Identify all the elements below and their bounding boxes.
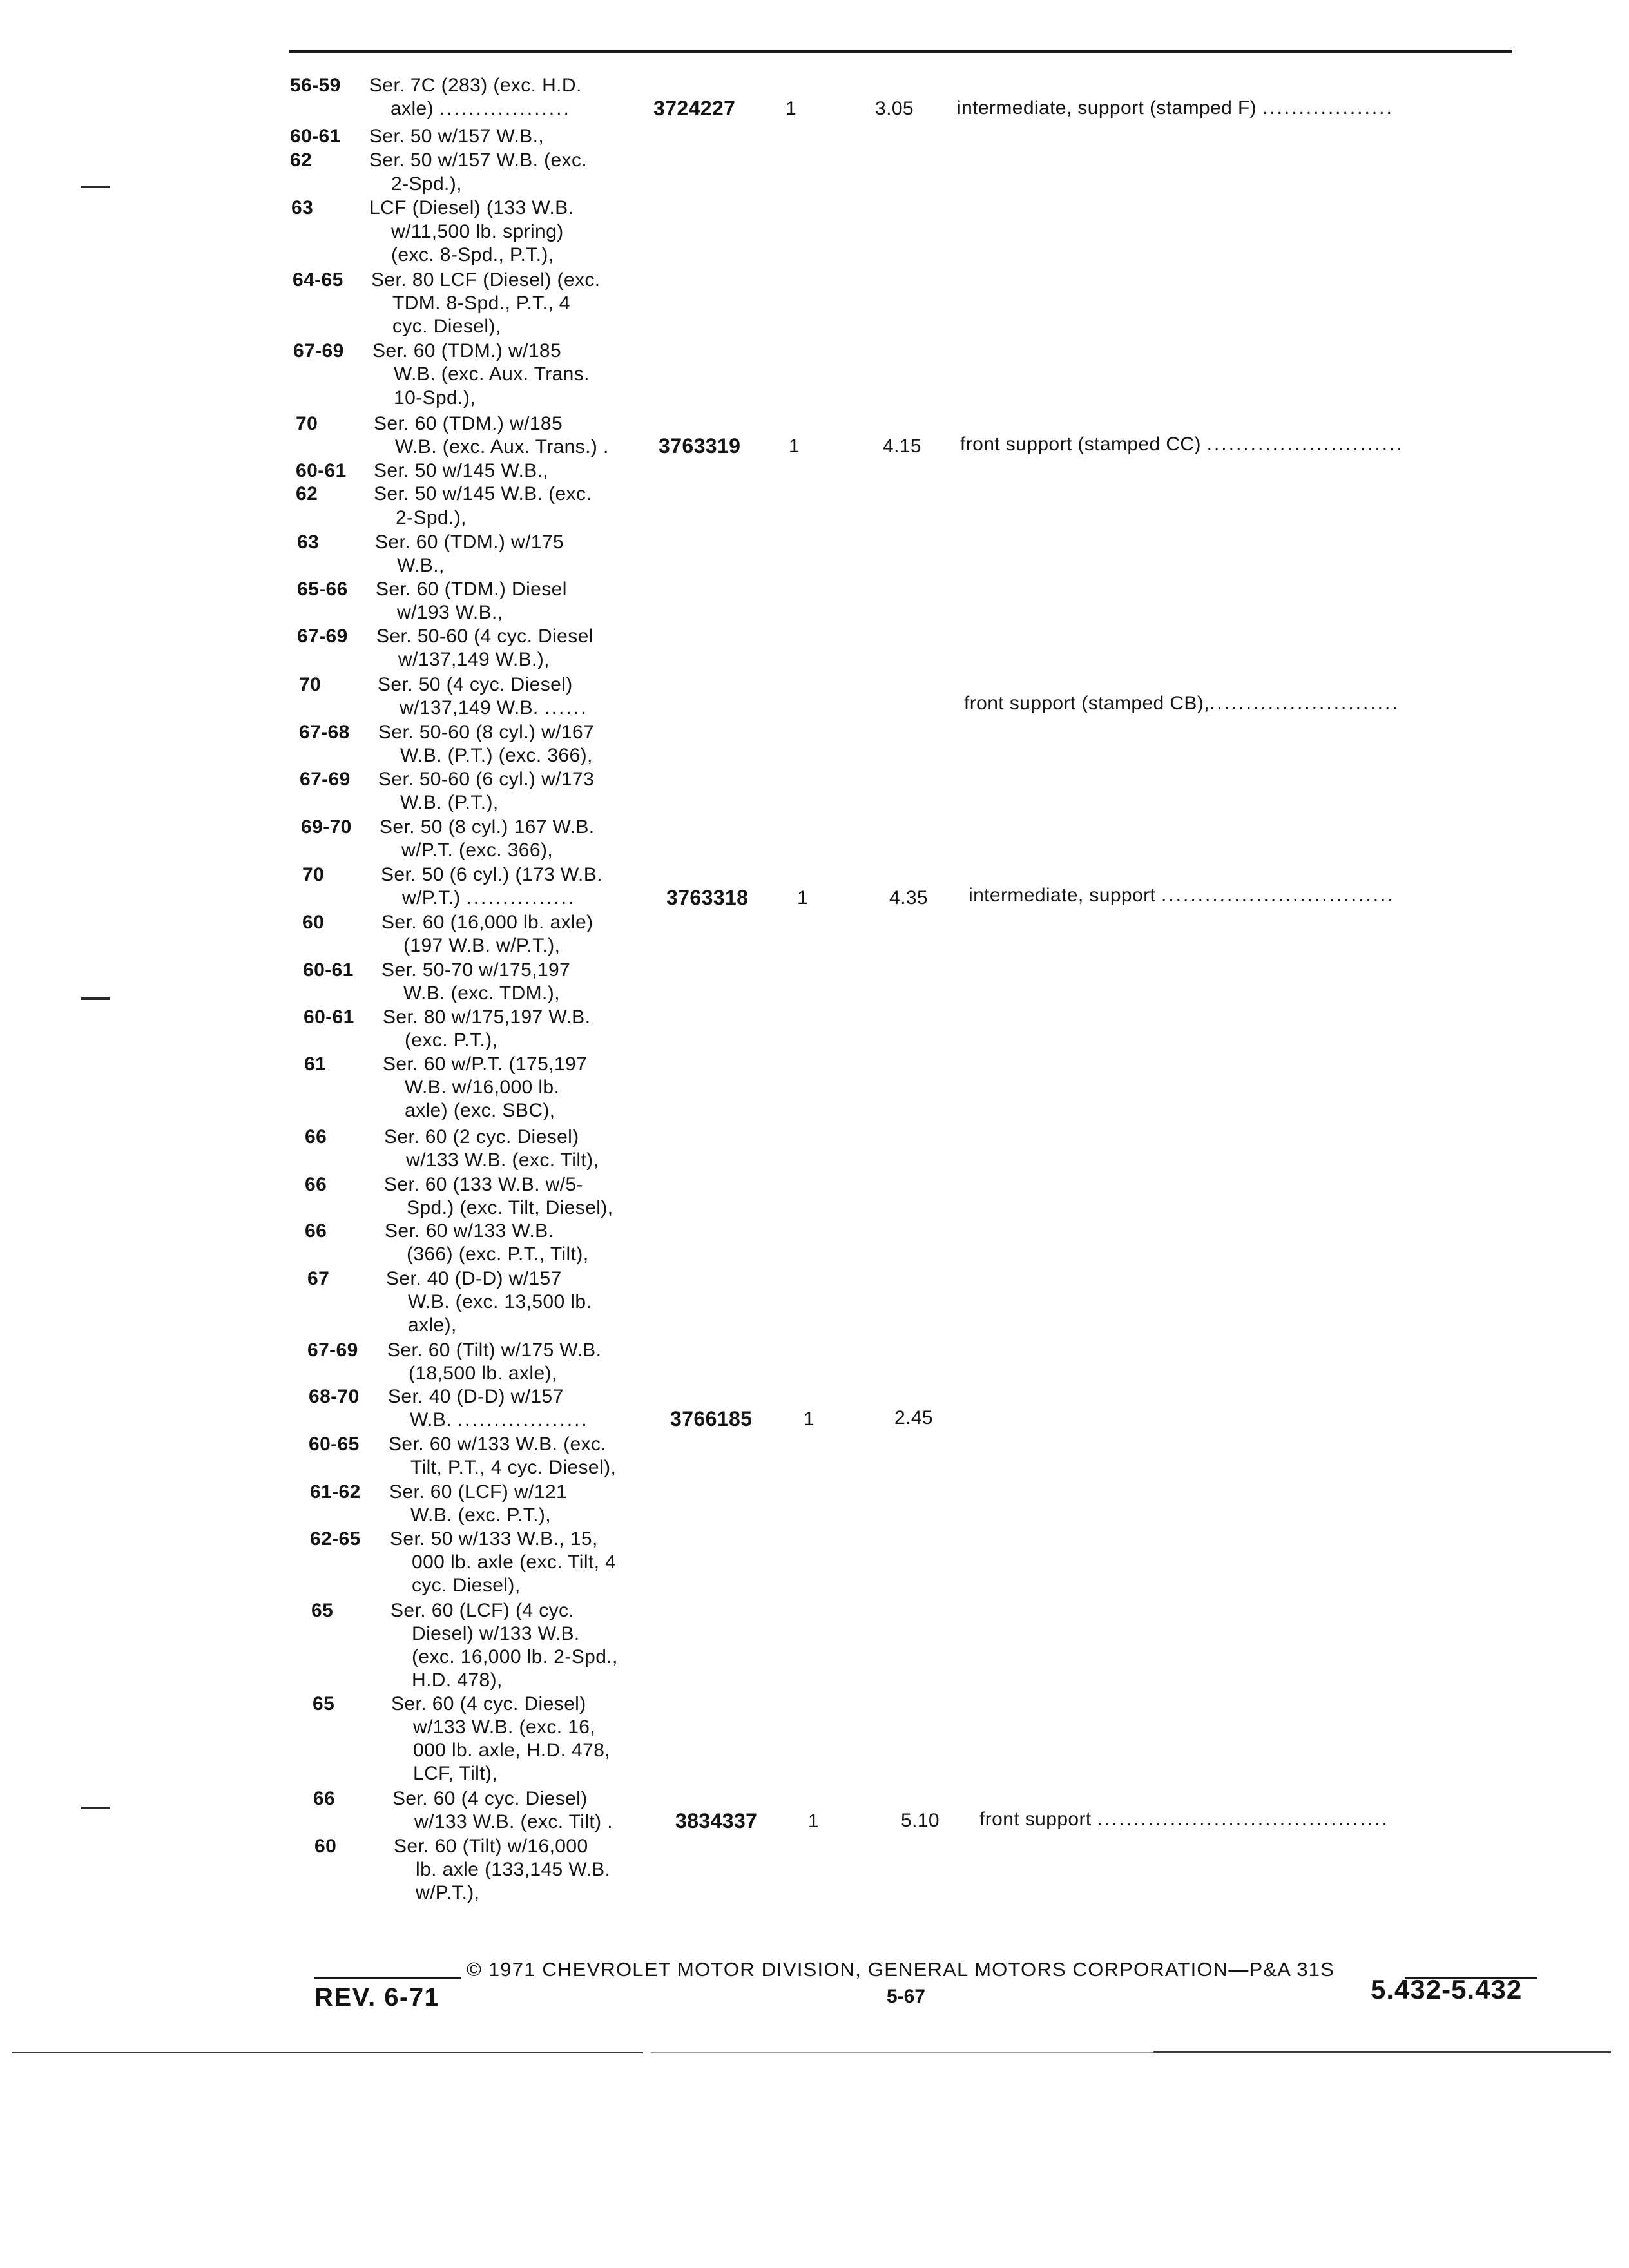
application-line: W.B. (exc. P.T.), xyxy=(410,1504,551,1526)
application-line: Ser. 50 w/157 W.B., xyxy=(369,126,545,147)
year-range: 66 xyxy=(305,1126,327,1148)
quantity: 1 xyxy=(797,887,809,908)
price: 5.10 xyxy=(901,1810,940,1831)
application-line: Ser. 60 (Tilt) w/175 W.B. xyxy=(387,1340,602,1361)
year-range: 67-69 xyxy=(300,769,351,790)
application-line: Ser. 50-70 w/175,197 xyxy=(381,959,571,981)
application-line: (366) (exc. P.T., Tilt), xyxy=(407,1244,589,1265)
year-range: 67-69 xyxy=(307,1340,358,1361)
application-line: axle) .................. xyxy=(390,98,571,119)
leader-dots: ................................ xyxy=(1161,885,1395,906)
application-line: H.D. 478), xyxy=(412,1669,503,1691)
application-line: W.B. (exc. 13,500 lb. xyxy=(408,1291,592,1312)
application-line: w/137,149 W.B. ...... xyxy=(400,697,588,718)
year-range: 62-65 xyxy=(310,1528,361,1550)
part-description: intermediate, support ................................ xyxy=(969,885,1395,906)
leader-dots: .................. xyxy=(439,98,571,119)
application-line: lb. axle (133,145 W.B. xyxy=(416,1859,611,1880)
year-range: 60-61 xyxy=(304,1006,354,1028)
part-description: intermediate, support (stamped F) .................. xyxy=(957,97,1394,119)
application-line: Ser. 80 w/175,197 W.B. xyxy=(383,1006,591,1028)
application-line: Ser. 60 (4 cyc. Diesel) xyxy=(391,1693,586,1715)
year-range: 62 xyxy=(290,149,313,171)
leader-dots: .................. xyxy=(457,1409,589,1430)
application-line: Ser. 50 w/133 W.B., 15, xyxy=(390,1528,598,1550)
year-range: 61 xyxy=(304,1053,327,1075)
year-range: 70 xyxy=(299,674,322,695)
application-line: 10-Spd.), xyxy=(394,387,476,408)
application-line: Ser. 60 (16,000 lb. axle) xyxy=(381,912,593,933)
application-line: LCF (Diesel) (133 W.B. xyxy=(369,197,574,218)
application-line: Ser. 40 (D-D) w/157 xyxy=(388,1386,564,1407)
leader-dots: ........................................ xyxy=(1097,1809,1389,1830)
year-range: 60-65 xyxy=(309,1434,360,1455)
part-description: front support (stamped CC) ........................... xyxy=(960,434,1404,455)
application-line: w/P.T.) ............... xyxy=(402,887,576,908)
year-range: 67-68 xyxy=(299,722,350,743)
application-line: Ser. 60 (TDM.) w/175 xyxy=(375,532,564,553)
price: 2.45 xyxy=(894,1407,933,1428)
year-range: 68-70 xyxy=(309,1386,360,1407)
part-number: 3763318 xyxy=(666,886,749,909)
application-line: Ser. 7C (283) (exc. H.D. xyxy=(369,75,582,96)
part-number: 3834337 xyxy=(675,1809,758,1832)
application-line: Ser. 60 (LCF) w/121 xyxy=(389,1481,568,1503)
application-line: Ser. 60 (4 cyc. Diesel) xyxy=(392,1788,588,1809)
top-rule xyxy=(289,50,1512,53)
application-line: TDM. 8-Spd., P.T., 4 xyxy=(392,293,570,314)
part-number: 3763319 xyxy=(659,434,741,457)
application-line: Ser. 50 w/145 W.B. (exc. xyxy=(374,483,592,505)
application-line: 2-Spd.), xyxy=(391,173,462,195)
application-line: w/193 W.B., xyxy=(397,602,503,623)
price: 3.05 xyxy=(875,98,914,119)
application-line: Diesel) w/133 W.B. xyxy=(412,1623,580,1644)
application-line: Ser. 60 w/133 W.B. (exc. xyxy=(389,1434,607,1455)
year-range: 70 xyxy=(302,864,325,885)
application-line: Ser. 60 w/133 W.B. xyxy=(385,1220,554,1242)
year-range: 65 xyxy=(311,1600,334,1621)
application-line: Ser. 60 (Tilt) w/16,000 xyxy=(394,1836,588,1857)
part-number: 3724227 xyxy=(653,97,736,120)
application-line: w/133 W.B. (exc. Tilt) . xyxy=(414,1811,615,1832)
quantity: 1 xyxy=(808,1811,820,1832)
application-line: Ser. 50 w/157 W.B. (exc. xyxy=(369,149,588,171)
price: 4.15 xyxy=(883,436,921,457)
leader-dots: . xyxy=(607,1811,615,1832)
year-range: 61-62 xyxy=(310,1481,361,1503)
application-line: Ser. 60 (TDM.) Diesel xyxy=(376,579,567,600)
application-line: Ser. 50-60 (4 cyc. Diesel xyxy=(376,626,593,647)
application-line: (197 W.B. w/P.T.), xyxy=(403,935,561,956)
application-line: 000 lb. axle (exc. Tilt, 4 xyxy=(412,1552,617,1573)
application-line: W.B. (exc. Aux. Trans.) . xyxy=(395,436,611,457)
application-line: Ser. 60 (LCF) (4 cyc. xyxy=(390,1600,575,1621)
year-range: 66 xyxy=(313,1788,336,1809)
part-number: 3766185 xyxy=(670,1407,753,1430)
year-range: 60-61 xyxy=(296,460,347,481)
leader-dots: . xyxy=(603,436,611,457)
year-range: 63 xyxy=(297,532,320,553)
year-range: 70 xyxy=(296,413,318,434)
application-line: Ser. 60 (2 cyc. Diesel) xyxy=(384,1126,579,1148)
application-line: Ser. 50 (6 cyl.) (173 W.B. xyxy=(381,864,602,885)
margin-mark xyxy=(81,1807,110,1809)
quantity: 1 xyxy=(789,436,800,457)
application-line: W.B. (exc. Aux. Trans. xyxy=(394,363,590,385)
leader-dots: ............... xyxy=(466,887,576,908)
margin-mark xyxy=(81,186,110,188)
application-line: 000 lb. axle, H.D. 478, xyxy=(413,1740,611,1761)
year-range: 67-69 xyxy=(297,626,348,647)
year-range: 56-59 xyxy=(290,75,341,96)
year-range: 65-66 xyxy=(297,579,348,600)
application-line: w/11,500 lb. spring) xyxy=(391,221,564,242)
application-line: Tilt, P.T., 4 cyc. Diesel), xyxy=(410,1457,617,1478)
year-range: 62 xyxy=(296,483,318,505)
scan-edge-line xyxy=(12,2052,643,2053)
application-line: W.B. w/16,000 lb. xyxy=(405,1077,560,1098)
application-line: (exc. 16,000 lb. 2-Spd., xyxy=(412,1646,618,1667)
application-line: W.B. (P.T.), xyxy=(400,792,499,813)
application-line: Ser. 50-60 (6 cyl.) w/173 xyxy=(378,769,595,790)
year-range: 60-61 xyxy=(290,126,341,147)
year-range: 60 xyxy=(302,912,325,933)
leader-dots: ...... xyxy=(544,697,588,718)
page-number: 5-67 xyxy=(887,1986,926,2007)
application-line: Ser. 60 (TDM.) w/185 xyxy=(372,340,562,361)
year-range: 67-69 xyxy=(293,340,344,361)
footer-rule-left xyxy=(314,1977,461,1979)
application-line: Ser. 60 (133 W.B. w/5- xyxy=(384,1174,583,1195)
part-description: front support ........................................ xyxy=(979,1809,1389,1830)
year-range: 66 xyxy=(305,1174,327,1195)
application-line: W.B., xyxy=(397,555,445,576)
year-range: 64-65 xyxy=(293,269,343,291)
year-range: 60 xyxy=(314,1836,337,1857)
year-range: 63 xyxy=(291,197,314,218)
application-line: Ser. 60 w/P.T. (175,197 xyxy=(383,1053,588,1075)
quantity: 1 xyxy=(804,1408,815,1430)
year-range: 69-70 xyxy=(301,816,352,838)
application-line: 2-Spd.), xyxy=(396,507,467,528)
application-line: axle), xyxy=(408,1314,457,1336)
leader-dots: ........................... xyxy=(1206,434,1404,455)
application-line: w/137,149 W.B.), xyxy=(398,649,550,670)
copyright-notice: © 1971 CHEVROLET MOTOR DIVISION, GENERAL MOTORS CORPORATION—P&A 31S xyxy=(467,1958,1335,1981)
application-line: W.B. .................. xyxy=(410,1409,589,1430)
application-line: LCF, Tilt), xyxy=(413,1763,498,1784)
price: 4.35 xyxy=(889,887,928,908)
year-range: 67 xyxy=(307,1268,330,1289)
part-description: front support (stamped CB),.......................... xyxy=(964,693,1400,714)
application-line: Spd.) (exc. Tilt, Diesel), xyxy=(407,1197,613,1218)
application-line: Ser. 40 (D-D) w/157 xyxy=(386,1268,562,1289)
year-range: 60-61 xyxy=(303,959,354,981)
application-line: Ser. 50-60 (8 cyl.) w/167 xyxy=(378,722,595,743)
application-line: cyc. Diesel), xyxy=(392,316,501,337)
leader-dots: .......................... xyxy=(1209,693,1400,714)
application-line: w/133 W.B. (exc. 16, xyxy=(413,1716,596,1738)
application-line: Ser. 60 (TDM.) w/185 xyxy=(374,413,563,434)
section-number: 5.432-5.432 xyxy=(1371,1974,1523,2004)
scan-edge-line xyxy=(1153,2051,1611,2053)
application-line: W.B. (exc. TDM.), xyxy=(403,983,560,1004)
quantity: 1 xyxy=(786,98,797,119)
application-line: axle) (exc. SBC), xyxy=(405,1100,555,1121)
application-line: Ser. 50 (8 cyl.) 167 W.B. xyxy=(380,816,595,838)
application-line: (exc. 8-Spd., P.T.), xyxy=(391,244,554,265)
application-line: w/P.T. (exc. 366), xyxy=(401,840,554,861)
application-line: W.B. (P.T.) (exc. 366), xyxy=(400,745,593,766)
year-range: 66 xyxy=(305,1220,327,1242)
margin-mark xyxy=(81,997,110,1000)
application-line: Ser. 50 (4 cyc. Diesel) xyxy=(378,674,573,695)
application-line: w/P.T.), xyxy=(416,1882,480,1903)
scan-edge-line xyxy=(651,2052,1153,2053)
leader-dots: .................. xyxy=(1262,97,1394,119)
revision-date: REV. 6-71 xyxy=(314,1983,440,2012)
year-range: 65 xyxy=(313,1693,335,1715)
application-line: Ser. 80 LCF (Diesel) (exc. xyxy=(371,269,601,291)
application-line: (18,500 lb. axle), xyxy=(409,1363,557,1384)
application-line: (exc. P.T.), xyxy=(405,1030,498,1051)
application-line: cyc. Diesel), xyxy=(412,1575,521,1596)
application-line: w/133 W.B. (exc. Tilt), xyxy=(406,1149,599,1171)
application-line: Ser. 50 w/145 W.B., xyxy=(374,460,549,481)
